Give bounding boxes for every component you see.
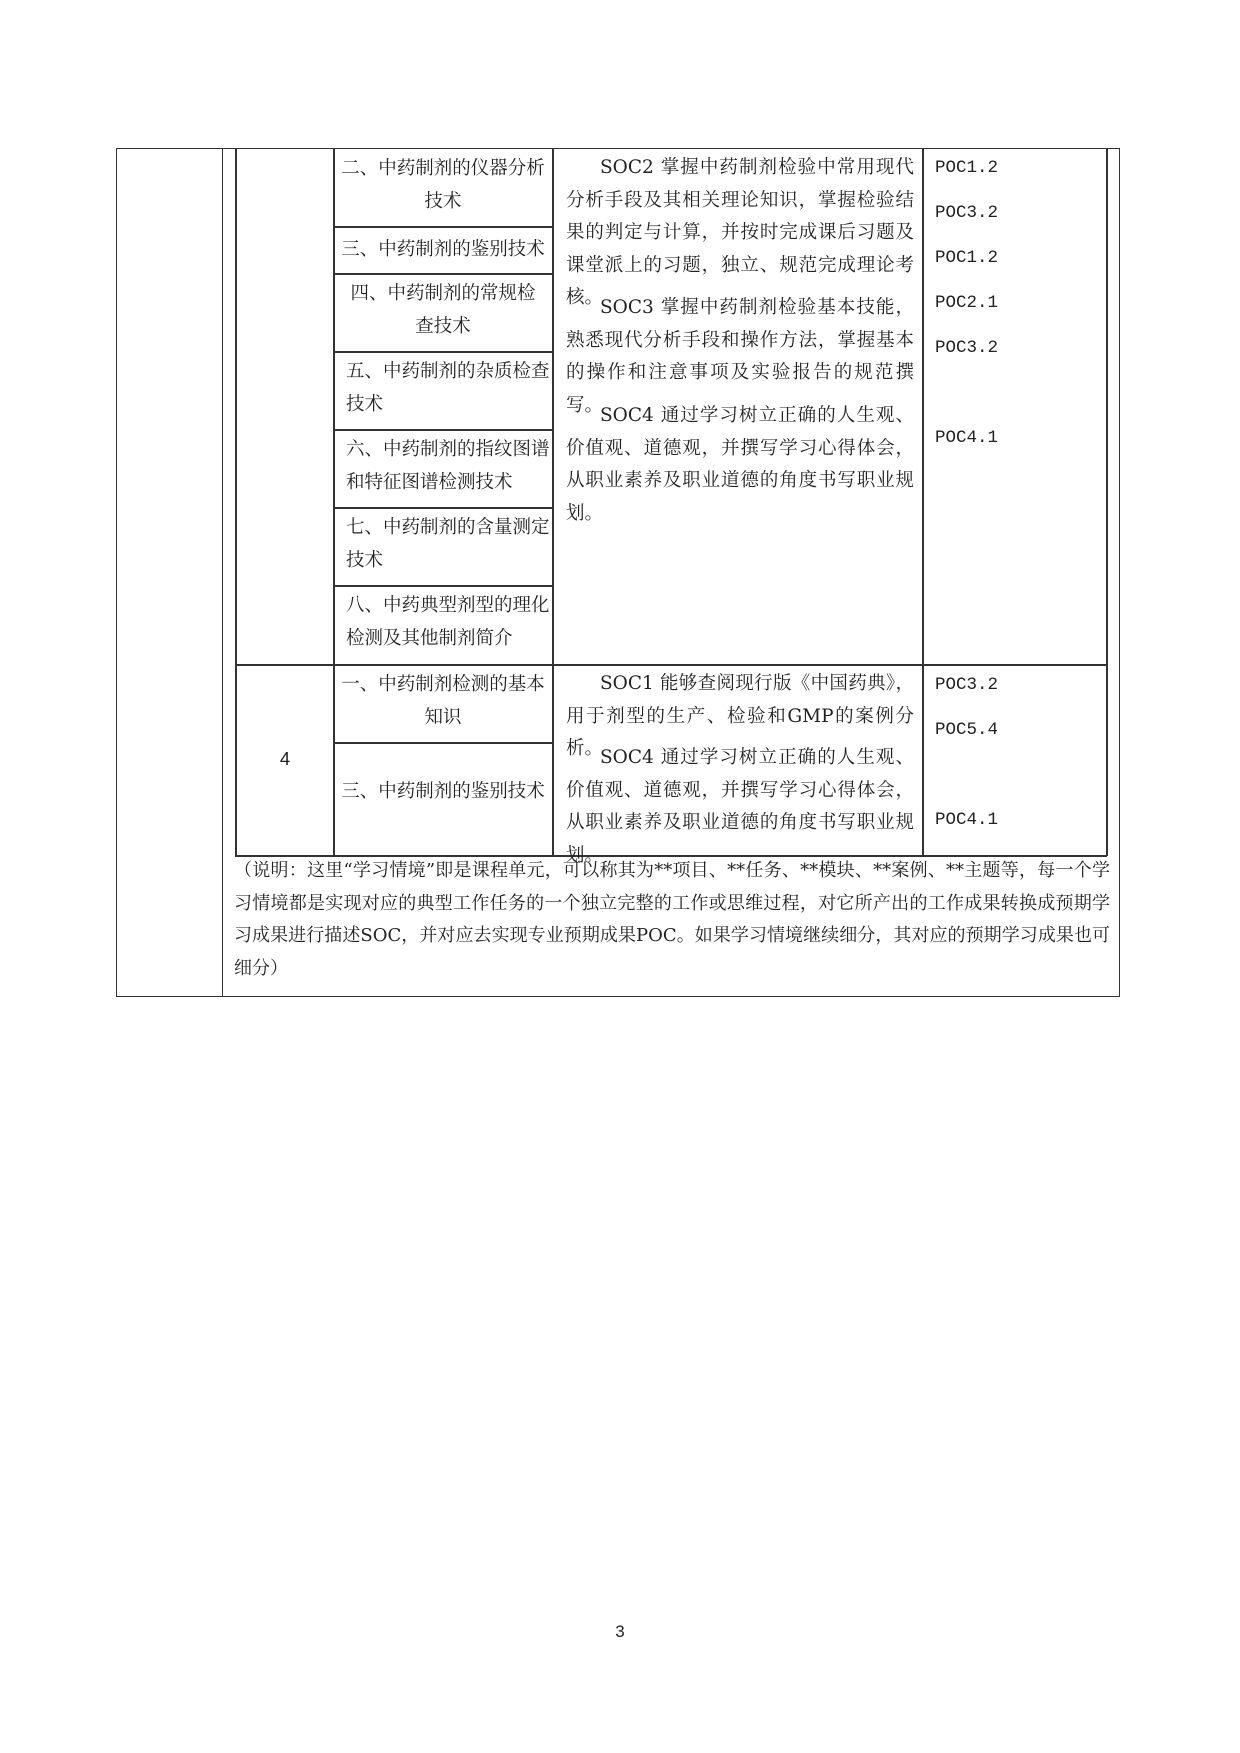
outcome-soc4: SOC4 通过学习树立正确的人生观、价值观、道德观，并撰写学习心得体会，从职业素养及职业道德的角度书写职业规划。: [566, 405, 914, 524]
column-divider-3: [922, 148, 924, 856]
content-item: 四、中药制剂的常规检 查技术: [350, 283, 536, 337]
poc-code: POC5.4: [935, 720, 999, 740]
column-divider-1: [333, 148, 335, 856]
row-separator: [333, 273, 553, 275]
unit-number: 4: [279, 748, 291, 769]
row-separator: [333, 585, 553, 587]
poc-code: POC3.2: [935, 675, 999, 695]
outer-left-column: [116, 148, 223, 997]
content-item: 二、中药制剂的仪器分析 技术: [341, 158, 545, 212]
group-divider: [235, 664, 1107, 666]
content-item: 七、中药制剂的含量测定 技术: [346, 517, 550, 571]
outcome-soc4: SOC4 通过学习树立正确的人生观、价值观、道德观，并撰写学习心得体会，从职业素养及职业道德的角度书写职业规划。: [566, 747, 914, 866]
poc-code: POC3.2: [935, 203, 999, 223]
poc-code: POC4.1: [935, 428, 999, 448]
content-item: 八、中药典型剂型的理化 检测及其他制剂简介: [346, 595, 550, 649]
inner-table-right-border: [1106, 148, 1108, 856]
poc-code: POC4.1: [935, 810, 999, 830]
row-separator: [333, 429, 553, 431]
content-item: 六、中药制剂的指纹图谱 和特征图谱检测技术: [346, 439, 550, 493]
content-item: 三、中药制剂的鉴别技术: [341, 239, 545, 260]
row-separator: [333, 507, 553, 509]
poc-code: POC2.1: [935, 293, 999, 313]
content-item: 三、中药制剂的鉴别技术: [341, 781, 545, 802]
explanatory-note: （说明：这里“学习情境”即是课程单元，可以称其为**项目、**任务、**模块、**案例、**主题等，每一个学习情境都是实现对应的典型工作任务的一个独立完整的工作或思维过程，对它所产出的工作成果转换成预期学习成果进行描述SOC，并对应去实现专业预期成果POC。如果学习情境继续细分，其对应的预期学习成果也可细分）: [234, 860, 1110, 979]
outcome-soc2: SOC2 掌握中药制剂检验中常用现代分析手段及其相关理论知识，掌握检验结果的判定与计算，并按时完成课后习题及课堂派上的习题，独立、规范完成理论考核。: [566, 157, 914, 308]
content-item: 一、中药制剂检测的基本 知识: [341, 674, 545, 728]
page-number: 3: [615, 1622, 625, 1641]
content-item: 五、中药制剂的杂质检查 技术: [346, 361, 550, 415]
column-divider-2: [552, 148, 554, 856]
outcome-soc1: SOC1 能够查阅现行版《中国药典》，用于剂型的生产、检验和GMP的案例分析。: [566, 673, 914, 759]
row-separator: [333, 742, 553, 744]
poc-code: POC1.2: [935, 248, 999, 268]
row-separator: [333, 351, 553, 353]
poc-code: POC1.2: [935, 158, 999, 178]
row-separator: [333, 226, 553, 228]
outcome-soc3: SOC3 掌握中药制剂检验基本技能，熟悉现代分析手段和操作方法，掌握基本的操作和注意事项及实验报告的规范撰写。: [566, 297, 914, 416]
poc-code: POC3.2: [935, 338, 999, 358]
